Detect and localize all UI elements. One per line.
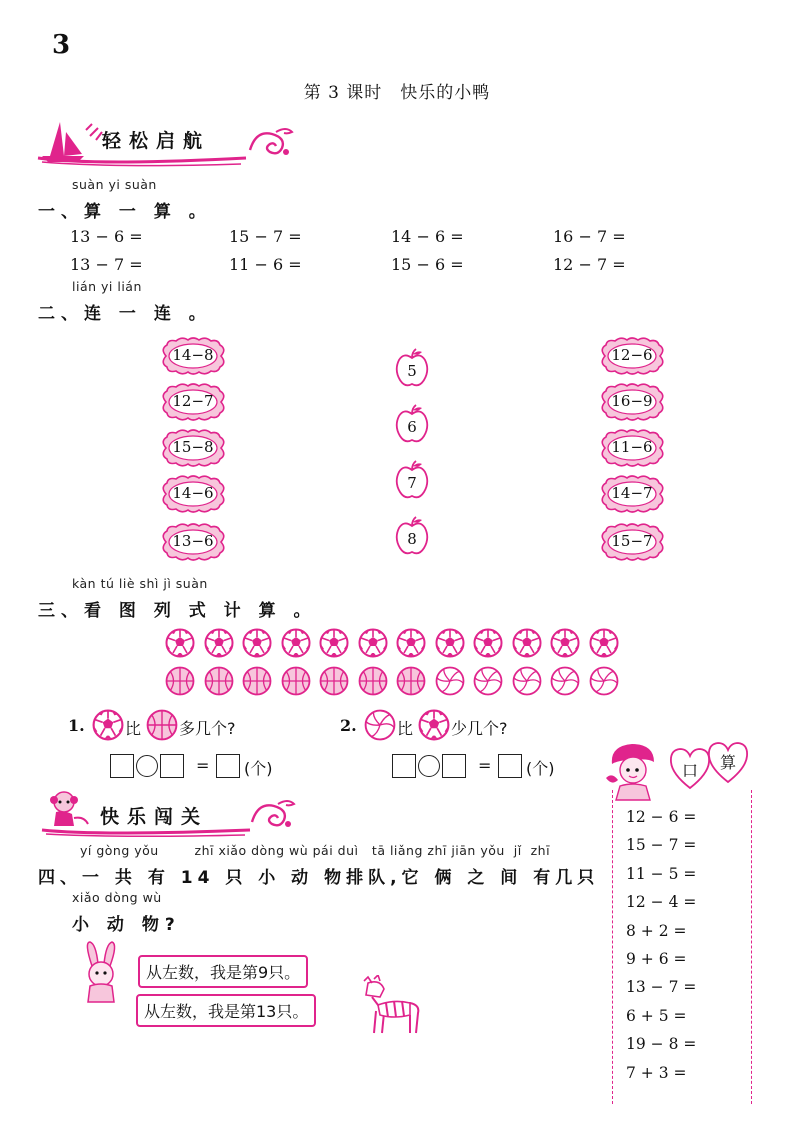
answer-box[interactable] (498, 754, 522, 778)
basketball-icon (396, 666, 426, 696)
match-left-item[interactable]: 12−7 (158, 383, 228, 421)
volleyball-icon (364, 709, 396, 741)
question-text: 多几个? (179, 719, 236, 738)
basketball-icon (165, 666, 195, 696)
basketball-icon (242, 666, 272, 696)
equals-sign: = (196, 756, 210, 775)
basketball-icon (281, 666, 311, 696)
match-left-item[interactable]: 15−8 (158, 429, 228, 467)
calc-item: 16 − 7 = (553, 227, 626, 246)
oral-item: 11 − 5 = (626, 864, 697, 883)
question-2 (340, 708, 600, 744)
match-right-item[interactable]: 15−7 (597, 523, 667, 561)
question-text: 比 (125, 719, 142, 738)
calc-item: 11 − 6 = (229, 255, 302, 274)
basketball-volleyball-row (165, 666, 665, 698)
soccer-ball-row (165, 628, 625, 660)
calc-item: 14 − 6 = (391, 227, 464, 246)
soccer-ball-icon (435, 628, 465, 658)
basketball-icon (358, 666, 388, 696)
soccer-ball-icon (550, 628, 580, 658)
answer-1-row (110, 752, 300, 782)
match-apple[interactable]: 7 (394, 460, 430, 500)
banner-title: 快乐闯关 (100, 806, 209, 828)
soccer-ball-icon (396, 628, 426, 658)
oral-item: 9 + 6 = (626, 950, 687, 968)
section1-heading: 一、算 一 算 。 (38, 202, 212, 222)
soccer-ball-icon (589, 628, 619, 658)
answer-box[interactable] (216, 754, 240, 778)
zebra-icon (350, 975, 426, 1037)
oral-item: 19 − 8 = (626, 1035, 697, 1054)
section4-heading-1: 四、一 共 有 14 只 小 动 物排队,它 俩 之 间 有几只 (38, 868, 600, 888)
rabbit-icon (70, 940, 132, 1006)
question-number: 2. (340, 716, 357, 735)
operator-circle[interactable] (136, 755, 158, 777)
unit-label: (个) (526, 759, 555, 778)
banner-title: 轻松启航 (102, 130, 211, 152)
calc-item: 13 − 6 = (70, 227, 143, 246)
section4-pinyin-1: yí gòng yǒu zhī xiǎo dòng wù pái duì tā liǎng zhī jiān yǒu jǐ zhī (80, 843, 551, 858)
page-number: 3 (52, 30, 71, 60)
match-right-item[interactable]: 12−6 (597, 337, 667, 375)
calc-item: 12 − 7 = (553, 255, 626, 274)
section2-heading: 二、连 一 连 。 (38, 304, 212, 324)
calc-item: 15 − 7 = (229, 227, 302, 246)
question-text: 少几个? (451, 719, 508, 738)
match-right-item[interactable]: 16−9 (597, 383, 667, 421)
oral-item: 12 − 4 = (626, 893, 697, 912)
oral-item: 6 + 5 = (626, 1006, 687, 1025)
lesson-title: 第 3 课时 快乐的小鸭 (303, 83, 491, 103)
soccer-ball-icon (281, 628, 311, 658)
oral-heart-label: 口 (682, 761, 699, 780)
oral-item: 15 − 7 = (626, 836, 697, 855)
volleyball-icon (550, 666, 580, 696)
oral-item: 13 − 7 = (626, 978, 697, 997)
banner-kuaile (40, 788, 290, 838)
soccer-ball-icon (204, 628, 234, 658)
section3-pinyin: kàn tú liè shì jì suàn (72, 576, 208, 591)
calc-item: 15 − 6 = (391, 255, 464, 274)
volleyball-icon (512, 666, 542, 696)
operator-circle[interactable] (418, 755, 440, 777)
soccer-ball-icon (358, 628, 388, 658)
section2-pinyin: lián yi lián (72, 279, 142, 294)
soccer-ball-icon (418, 709, 450, 741)
match-right-item[interactable]: 14−7 (597, 475, 667, 513)
answer-box[interactable] (442, 754, 466, 778)
match-left-item[interactable]: 13−6 (158, 523, 228, 561)
volleyball-icon (473, 666, 503, 696)
match-apple[interactable]: 5 (394, 348, 430, 388)
oral-item: 12 − 6 = (626, 808, 697, 826)
soccer-ball-icon (512, 628, 542, 658)
scroll-ornament-icon (248, 796, 298, 832)
basketball-icon (319, 666, 349, 696)
match-right-item[interactable]: 11−6 (597, 429, 667, 467)
scroll-ornament-icon (246, 124, 296, 160)
soccer-ball-icon (92, 709, 124, 741)
match-left-item[interactable]: 14−8 (158, 337, 228, 375)
section4-heading-2: 小 动 物? (72, 915, 181, 935)
answer-box[interactable] (110, 754, 134, 778)
question-text: 比 (397, 719, 414, 738)
volleyball-icon (435, 666, 465, 696)
banner-qingsong (36, 118, 286, 168)
volleyball-icon (589, 666, 619, 696)
match-apple[interactable]: 8 (394, 516, 430, 556)
match-left-item[interactable]: 14−6 (158, 475, 228, 513)
answer-2-row (392, 752, 582, 782)
soccer-ball-icon (165, 628, 195, 658)
speech-bubble-zebra: 从左数，我是第13只。 (136, 994, 316, 1027)
calc-item: 13 − 7 = (70, 255, 143, 274)
soccer-ball-icon (319, 628, 349, 658)
equals-sign: = (478, 756, 492, 775)
soccer-ball-icon (473, 628, 503, 658)
oral-heart-label: 算 (720, 753, 737, 772)
section4-pinyin-2: xiǎo dòng wù (72, 890, 162, 905)
oral-item: 7 + 3 = (626, 1063, 687, 1082)
section1-pinyin: suàn yi suàn (72, 177, 157, 192)
question-1 (68, 708, 328, 744)
basketball-icon (146, 709, 178, 741)
answer-box[interactable] (160, 754, 184, 778)
match-apple[interactable]: 6 (394, 404, 430, 444)
basketball-icon (204, 666, 234, 696)
section3-heading: 三、看 图 列 式 计 算 。 (38, 601, 317, 621)
oral-item: 8 + 2 = (626, 921, 687, 940)
soccer-ball-icon (242, 628, 272, 658)
speech-bubble-rabbit: 从左数，我是第9只。 (138, 955, 308, 988)
answer-box[interactable] (392, 754, 416, 778)
unit-label: (个) (244, 759, 273, 778)
question-number: 1. (68, 716, 85, 735)
